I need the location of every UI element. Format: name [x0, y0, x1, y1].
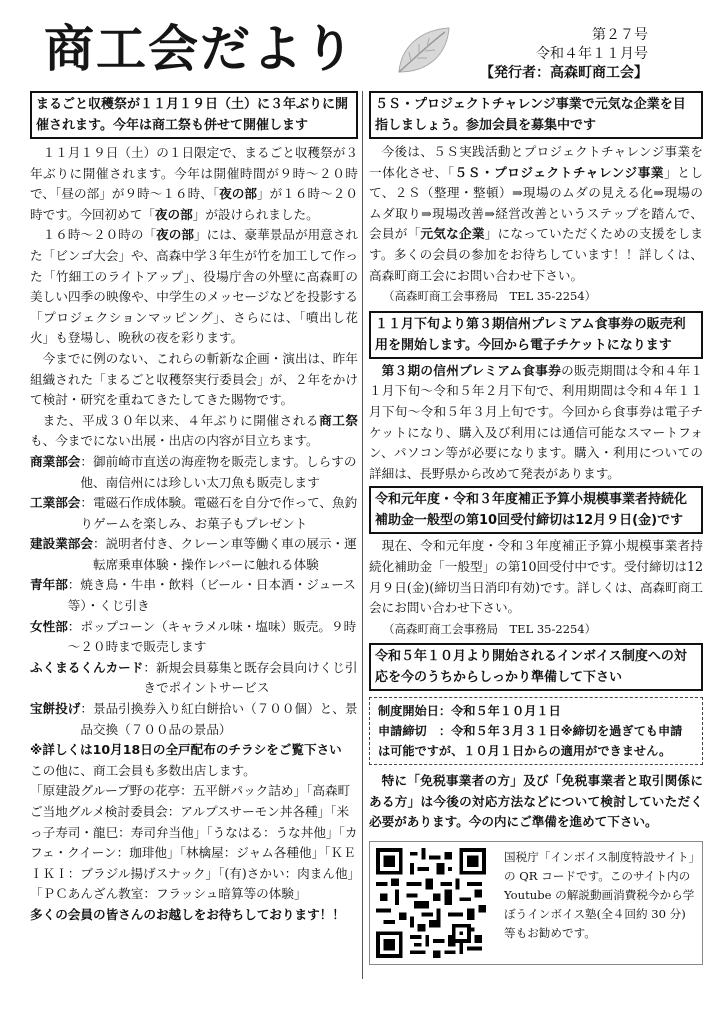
harvest-paragraph-1: １１月１９日（土）の１日限定で、まるごと収穫祭が３年ぶりに開催されます。今年は開催時間が９時～２０時で、「昼の部」が９時～１６時、「夜の部」が１６時～２０時です。今回初めて「夜の部」が設けられました。 — [30, 145, 358, 222]
invoice-dates-box — [369, 697, 703, 765]
member-shop-list: 「原建設グループ野の花亭：五平餅パック詰め」「高森町ご当地グルメ検討委員会：アルプスサーモン丼各種」「米っ子寿司・龍巳：寿司弁当他」「うなはる：うな丼他」「カフェ・クイーン：珈琲他」「林檎屋：ジャム各種他」「ＫＥＩＫＩ：ブラジル揚げスナック」「(有)さかい：肉まん他」「ＰＣあんざん教室：フラッシュ暗算等の体験」 — [30, 783, 358, 902]
harvest-paragraph-4: また、平成３０年以来、４年ぶりに開催される商工祭も、今までにない出展・出店の内容が目立ちます。 — [30, 412, 359, 449]
meal-ticket-headline: １１月下旬より第３期信州プレミアム食事券の販売利用を開始します。今回から電子チケットになります — [369, 311, 703, 359]
list-item: 建設業部会 ：説明者付き、クレーン車等働く車の展示・運転席乗車体験・操作レバーに触れる体験 — [30, 536, 357, 572]
5s-project-headline: ５Ｓ・プロジェクトチャレンジ事業で元気な企業を目指しましょう。参加会員を募集中です — [369, 91, 703, 139]
list-item: ふくまるくんカード ：新規会員募集と既存会員向けくじ引きでポイントサービス — [30, 659, 358, 696]
5s-paragraph: 今後は、５Ｓ実践活動とプロジェクトチャレンジ事業を一体化させ、「５Ｓ・プロジェクトチャレンジ事業」として、２Ｓ（整理・整頓）⇒現場のムダの見える化⇒現場のムダ取り⇒現場改善⇒経営改善というステップを踏んで、会員が「元気な企業」になっていただくための支援をします。多くの会員の参加をお待ちしています！！詳しくは、高森町商工会にお問い合わせ下さい。 — [369, 144, 704, 283]
contact-info-1: （高森町商工会事務局 TEL 35-2254） — [383, 289, 597, 304]
qr-code-icon[interactable] — [376, 848, 486, 958]
member-note: この他に、商工会員も多数出店します。 — [30, 762, 256, 778]
qr-description: 国税庁「インボイス制度特設サイト」の QR コードです。このサイト内の Youtube の解説動画消費税今から学ぼうインボイス塾(全４回約 30 分)等もお勧めです。 — [504, 850, 695, 941]
leaf-icon — [393, 24, 453, 78]
right-column — [369, 91, 703, 965]
column-divider — [362, 91, 363, 979]
invoice-headline: 令和５年１０月より開始されるインボイス制度への対応を今のうちからしっかり準備して下さい — [369, 643, 703, 691]
harvest-paragraph-2: １６時～２０時の「夜の部」には、豪華景品が用意された「ビンゴ大会」や、高森中学３年生が竹を加工して作った「竹細工のライトアップ」、役場庁舎の外壁に高森町の美しい四季の映像や、中学生のメッセージなどを投影する「プロジェクションマッピング」、さらには、「噴出し花火」も登場し、晩秋の夜を彩ります。 — [30, 227, 359, 346]
exhibitor-list — [30, 452, 358, 740]
list-item: 宝餅投げ ：景品引換券入り紅白餅拾い（７００個）と、景品交換（７００品の景品） — [30, 701, 358, 737]
meal-ticket-paragraph: 第３期の信州プレミアム食事券の販売期間は令和４年１１月下旬～令和５年２月下旬で、利用期間は令和４年１１月下旬～令和５年３月上旬です。今回から食事券は電子チケットになり、購入及び利用には通信可能なスマートフォン、パソコン等が必要になります。購入・利用についての詳細は、長野県から改めて発表があります。 — [369, 362, 703, 481]
publisher: 【発行者：高森町商工会】 — [480, 65, 648, 81]
list-item: 女性部 ：ポップコーン（キャラメル味・塩味）販売。９時～２０時まで販売します — [30, 618, 357, 655]
list-item: 青年部 ：焼き鳥・牛串・飲料（ビール・日本酒・ジュース等）・くじ引き — [30, 577, 356, 614]
flyer-note: ※詳しくは10月18日の全戸配布のチラシをご覧下さい — [30, 742, 342, 758]
issue-info — [480, 26, 648, 83]
qr-section — [369, 841, 703, 965]
invoice-paragraph: 特に「免税事業者の方」及び「免税事業者と取引関係にある方」は今後の対応方法などについて検討していただく必要があります。今の内にご準備を進めて下さい。 — [369, 773, 703, 830]
left-column — [30, 91, 358, 926]
subsidy-headline: 令和元年度・令和３年度補正予算小規模事業者持続化補助金一般型の第10回受付締切は12月９日(金)です — [369, 486, 703, 534]
masthead-title: 商工会だより — [44, 20, 356, 78]
harvest-paragraph-3: 今までに例のない、これらの斬新な企画・演出は、昨年組織された「まるごと収穫祭実行委員会」が、２年をかけて検討・研究を重ねてきたしてきた賜物です。 — [30, 350, 358, 408]
harvest-festival-headline: まるごと収穫祭が１１月１９日（土）に３年ぶりに開催されます。今年は商工祭も併せて開催します — [30, 91, 358, 139]
application-deadline: 申請締切 ：令和５年３月３１日※締切を過ぎても申請は可能ですが、１０月１日からの適用ができません。 — [378, 724, 683, 759]
contact-info-2: （高森町商工会事務局 TEL 35-2254） — [383, 621, 597, 636]
subsidy-paragraph: 現在、令和元年度・令和３年度補正予算小規模事業者持続化補助金「一般型」の第10回受付中です。受付締切は12月９日(金)(締切当日消印有効)です。詳しくは、高森町商工会にお問い合わせ下さい。 — [369, 538, 703, 616]
closing-message: 多くの会員の皆さんのお越しをお待ちしております！！ — [30, 906, 345, 922]
issue-number: 第２７号 — [592, 27, 648, 43]
list-item: 商業部会 ：御前崎市直送の海産物を販売します。しらすの他、南信州には珍しい太刀魚も販売します — [30, 453, 357, 490]
issue-date: 令和４年１１月号 — [536, 46, 648, 62]
list-item: 工業部会 ：電磁石作成体験。電磁石を自分で作って、魚釣りゲームを楽しみ、お菓子もプレゼント — [30, 495, 358, 531]
start-date: 制度開始日：令和５年１０月１日 — [378, 704, 561, 719]
